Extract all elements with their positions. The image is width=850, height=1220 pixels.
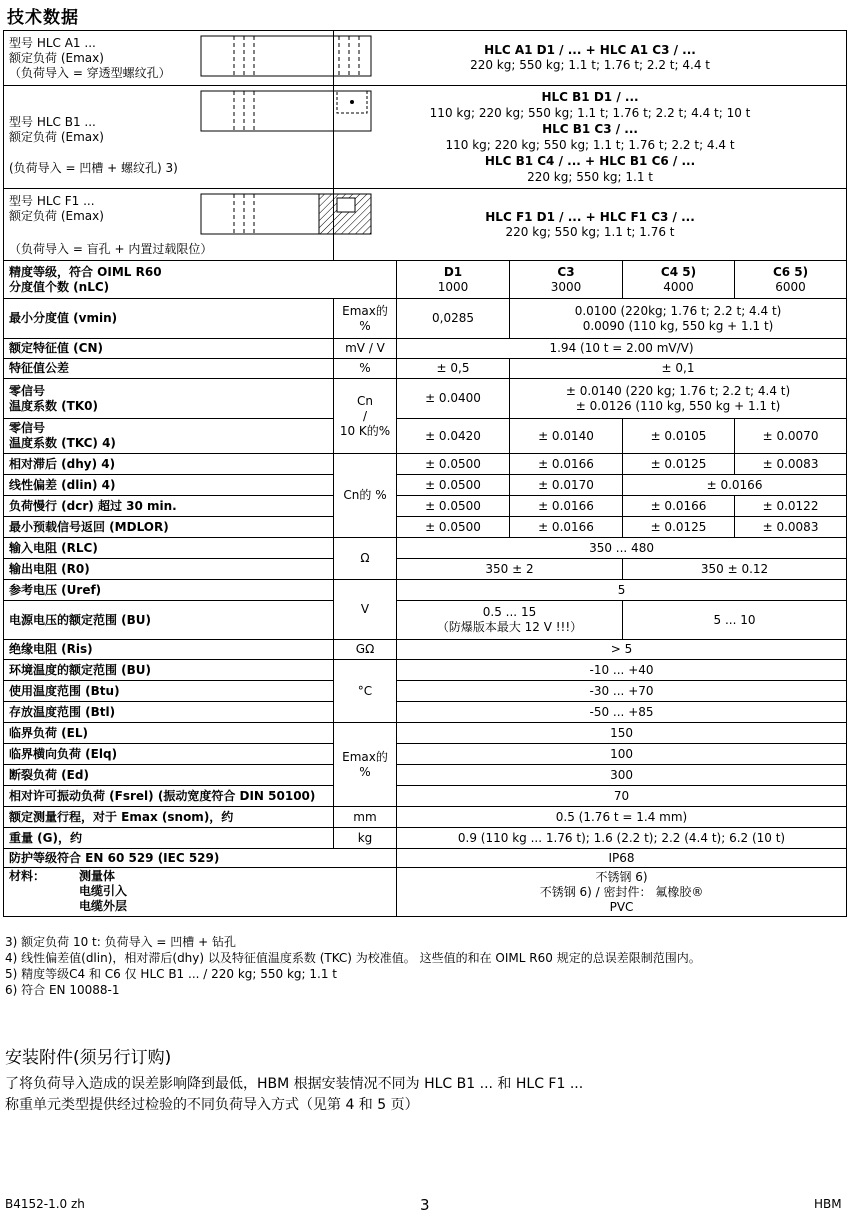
vmin-d1: 0,0285 (397, 299, 510, 339)
tk0-label-2: 温度系数 (TK0) (9, 398, 98, 413)
mdlor-d1: ± 0.0500 (397, 517, 510, 538)
material-row (4, 868, 847, 917)
accuracy-label: 精度等级，符合 OIML R60 (9, 264, 162, 279)
vmin-label: 最小分度值 (vmin) (4, 299, 334, 339)
nlc-c3: 3000 (550, 279, 582, 294)
dcr-label: 负荷慢行 (dcr) 超过 30 min. (4, 496, 334, 517)
r0-label: 输出电阻 (R0) (4, 559, 334, 580)
rlc-value: 350 ... 480 (397, 538, 847, 559)
btu-value: -30 ... +70 (397, 681, 847, 702)
tk-unit-1: Cn (357, 393, 373, 408)
weight-label: 重量 (G)，约 (4, 828, 334, 849)
tk0-label-1: 零信号 (9, 383, 46, 398)
class-c3: C3 (557, 264, 575, 279)
weight-row (4, 828, 847, 849)
nlc-c4: 4000 (663, 279, 694, 294)
ris-label: 绝缘电阻 (Ris) (4, 640, 334, 660)
model-a1-value2: 220 kg; 550 kg; 1.1 t; 1.76 t; 2.2 t; 4.4 t (470, 58, 710, 72)
model-row-f1 (4, 189, 847, 261)
el-row (4, 723, 847, 744)
fsrel-row (4, 786, 847, 807)
el-label: 临界负荷 (EL) (4, 723, 334, 744)
tolerance-row (4, 359, 847, 379)
dlin-label: 线性偏差 (dlin) 4) (4, 475, 334, 496)
load-cell-f1-drawing (199, 192, 374, 238)
snom-row (4, 807, 847, 828)
tol-d1: ± 0,5 (397, 359, 510, 379)
model-a1-line1: 型号 HLC A1 ... (9, 35, 96, 50)
btu-row (4, 681, 847, 702)
mdlor-c4: ± 0.0125 (623, 517, 735, 538)
dhy-c4: ± 0.0125 (623, 454, 735, 475)
dcr-c6: ± 0.0122 (735, 496, 847, 517)
model-b1-line3: (负荷导入 = 凹槽 + 螺纹孔) 3) (9, 160, 178, 175)
footnote-5: 5) 精度等级C4 和 C6 仅 HLC B1 ... / 220 kg; 550 kg; 1.1 t (5, 967, 338, 981)
r0-d1c3: 350 ± 2 (397, 559, 623, 580)
btemp-row (4, 660, 847, 681)
ris-value: > 5 (397, 640, 847, 660)
page-title: 技术数据 (7, 8, 79, 28)
ed-value: 300 (397, 765, 847, 786)
fsrel-label: 相对许可振动负荷 (Fsrel) (振动宽度符合 DIN 50100) (4, 786, 334, 807)
tkc-d1: ± 0.0420 (397, 419, 510, 454)
model-b1-value1: HLC B1 D1 / ... (541, 90, 639, 104)
material-item-body: 测量体 (79, 869, 116, 883)
model-row-a1 (4, 31, 847, 86)
elq-value: 100 (397, 744, 847, 765)
bu-label: 电源电压的额定范围 (BU) (4, 601, 334, 640)
tkc-c4: ± 0.0105 (623, 419, 735, 454)
fsrel-value: 70 (397, 786, 847, 807)
mdlor-c3: ± 0.0166 (510, 517, 623, 538)
mm-unit: mm (334, 807, 397, 828)
dhy-c6: ± 0.0083 (735, 454, 847, 475)
ohm-unit: Ω (334, 538, 397, 580)
model-f1-line1: 型号 HLC F1 ... (9, 194, 95, 208)
bu-row (4, 601, 847, 640)
cn-value: 1.94 (10 t = 2.00 mV/V) (397, 339, 847, 359)
footer-page-number: 3 (420, 1196, 430, 1214)
model-b1-value5: HLC B1 C4 / ... + HLC B1 C6 / ... (484, 154, 696, 168)
el-value: 150 (397, 723, 847, 744)
model-b1-line1: 型号 HLC B1 ... (9, 114, 96, 129)
tol-other: ± 0,1 (510, 359, 847, 379)
snom-label: 额定测量行程，对于 Emax (snom)，约 (4, 807, 334, 828)
dcr-d1: ± 0.0500 (397, 496, 510, 517)
elq-label: 临界横向负荷 (Elq) (4, 744, 334, 765)
model-a1-value1: HLC A1 D1 / ... + HLC A1 C3 / ... (484, 43, 696, 57)
footnotes (5, 934, 701, 998)
tk-unit-2: / (362, 408, 368, 423)
btemp-label: 环境温度的额定范围 (BU) (4, 660, 334, 681)
rlc-label: 输入电阻 (RLC) (4, 538, 334, 559)
emax-unit-1: Emax的 (342, 749, 388, 764)
dlin-c3: ± 0.0170 (510, 475, 623, 496)
btu-label: 使用温度范围 (Btu) (4, 681, 334, 702)
bu-value-3: 5 ... 10 (623, 601, 847, 640)
material-value-cable-sheath: PVC (609, 899, 634, 914)
accuracy-row (4, 261, 847, 299)
elq-row (4, 744, 847, 765)
temp-unit: °C (334, 660, 397, 723)
emax-unit-2: % (359, 764, 371, 779)
model-f1-line2: 额定负荷 (Emax) (9, 209, 104, 223)
tol-unit: % (334, 359, 397, 379)
model-b1-line2: 额定负荷 (Emax) (9, 129, 104, 144)
tol-label: 特征值公差 (4, 359, 334, 379)
model-row-b1 (4, 86, 847, 189)
tkc-row (4, 419, 847, 454)
kg-unit: kg (334, 828, 397, 849)
vmin-unit: Emax的 % (334, 299, 397, 339)
ip-label: 防护等级符合 EN 60 529 (IEC 529) (4, 849, 397, 868)
model-f1-value2: 220 kg; 550 kg; 1.1 t; 1.76 t (505, 224, 675, 239)
material-item-cable-sheath: 电缆外层 (79, 899, 128, 913)
cn-label: 额定特征值 (CN) (4, 339, 334, 359)
spec-table (3, 30, 847, 917)
uref-label: 参考电压 (Uref) (4, 580, 334, 601)
r0-c4c6: 350 ± 0.12 (623, 559, 847, 580)
accessory-text (5, 1074, 583, 1116)
material-item-cable-entry: 电缆引入 (79, 884, 128, 898)
tk0-other-1: ± 0.0140 (220 kg; 1.76 t; 2.2 t; 4.4 t) (565, 383, 791, 398)
tk0-other-2: ± 0.0126 (110 kg, 550 kg + 1.1 t) (575, 398, 781, 413)
dcr-row (4, 496, 847, 517)
btl-value: -50 ... +85 (397, 702, 847, 723)
ed-row (4, 765, 847, 786)
bu-value-2: （防爆版本最大 12 V !!!） (436, 620, 583, 634)
v-unit: V (334, 580, 397, 640)
ed-label: 断裂负荷 (Ed) (4, 765, 334, 786)
cn-pct-unit: Cn的 % (334, 454, 397, 538)
accessory-text-line1: 了将负荷导入造成的误差影响降到最低，HBM 根据安装情况不同为 HLC B1 ... 和 HLC F1 ... (5, 1076, 584, 1092)
ip-row (4, 849, 847, 868)
footnote-6: 6) 符合 EN 10088-1 (5, 983, 120, 997)
footer-brand: HBM (814, 1197, 842, 1211)
model-a1-line2: 额定负荷 (Emax) (9, 50, 104, 65)
btl-label: 存放温度范围 (Btl) (4, 702, 334, 723)
ip-value: IP68 (397, 849, 847, 868)
material-label: 材料： (9, 869, 46, 883)
vmin-row (4, 299, 847, 339)
footnote-3: 3) 额定负荷 10 t: 负荷导入 = 凹槽 + 钻孔 (5, 935, 236, 949)
dlin-c4c6: ± 0.0166 (623, 475, 847, 496)
model-a1-line3: （负荷导入 = 穿透型螺纹孔） (9, 65, 171, 80)
dcr-c3: ± 0.0166 (510, 496, 623, 517)
material-value-body: 不锈钢 6) (595, 869, 648, 884)
tkc-label-2: 温度系数 (TKC) 4) (9, 436, 116, 450)
btl-row (4, 702, 847, 723)
dhy-row (4, 454, 847, 475)
bu-value-1: 0.5 ... 15 (482, 605, 537, 619)
uref-value: 5 (397, 580, 847, 601)
ris-row (4, 640, 847, 660)
uref-row (4, 580, 847, 601)
dcr-c4: ± 0.0166 (623, 496, 735, 517)
rlc-row (4, 538, 847, 559)
class-c4: C4 5) (660, 264, 697, 279)
model-f1-line3: （负荷导入 = 盲孔 + 内置过载限位） (9, 242, 213, 256)
model-f1-value1: HLC F1 D1 / ... + HLC F1 C3 / ... (485, 209, 695, 224)
tkc-c6: ± 0.0070 (735, 419, 847, 454)
dhy-c3: ± 0.0166 (510, 454, 623, 475)
class-d1: D1 (443, 264, 463, 279)
model-b1-value3: HLC B1 C3 / ... (542, 122, 638, 136)
tk0-d1: ± 0.0400 (397, 379, 510, 419)
material-value-cable-entry: 不锈钢 6) / 密封件： 氟橡胶® (539, 884, 704, 899)
mdlor-row (4, 517, 847, 538)
r0-row (4, 559, 847, 580)
tk0-row (4, 379, 847, 419)
dlin-row (4, 475, 847, 496)
weight-value: 0.9 (110 kg ... 1.76 t); 1.6 (2.2 t); 2.2 (4.4 t); 6.2 (10 t) (397, 828, 847, 849)
cn-unit: mV / V (334, 339, 397, 359)
dlin-d1: ± 0.0500 (397, 475, 510, 496)
snom-value: 0.5 (1.76 t = 1.4 mm) (397, 807, 847, 828)
tkc-c3: ± 0.0140 (510, 419, 623, 454)
cn-row (4, 339, 847, 359)
gohm-unit: GΩ (334, 640, 397, 660)
vmin-other-1: 0.0100 (220kg; 1.76 t; 2.2 t; 4.4 t) (574, 303, 782, 318)
load-cell-b1-drawing (199, 89, 374, 135)
btemp-value: -10 ... +40 (397, 660, 847, 681)
tkc-label-1: 零信号 (9, 421, 46, 435)
vmin-other-2: 0.0090 (110 kg, 550 kg + 1.1 t) (582, 318, 774, 333)
nlc-d1: 1000 (437, 279, 469, 294)
model-b1-value2: 110 kg; 220 kg; 550 kg; 1.1 t; 1.76 t; 2.2 t; 4.4 t; 10 t (429, 106, 751, 120)
footer-doc-id: B4152-1.0 zh (5, 1197, 85, 1211)
dhy-d1: ± 0.0500 (397, 454, 510, 475)
mdlor-label: 最小预载信号返回 (MDLOR) (4, 517, 334, 538)
load-cell-a1-drawing (199, 34, 374, 80)
dhy-label: 相对滞后 (dhy) 4) (4, 454, 334, 475)
accessory-heading: 安装附件(须另行订购) (5, 1048, 172, 1068)
accessory-text-line2: 称重单元类型提供经过检验的不同负荷导入方式（见第 4 和 5 页） (5, 1097, 419, 1113)
mdlor-c6: ± 0.0083 (735, 517, 847, 538)
model-b1-value4: 110 kg; 220 kg; 550 kg; 1.1 t; 1.76 t; 2.2 t; 4.4 t (445, 138, 735, 152)
footnote-4: 4) 线性偏差值(dlin)，相对滞后(dhy) 以及特征值温度系数 (TKC) 为校准值。 这些值的和在 OIML R60 规定的总误差限制范围内。 (5, 951, 701, 965)
nlc-label: 分度值个数 (nLC) (9, 279, 110, 294)
tk-unit-3: 10 K的% (339, 423, 391, 438)
nlc-c6: 6000 (775, 279, 806, 294)
model-b1-value6: 220 kg; 550 kg; 1.1 t (527, 170, 653, 184)
class-c6: C6 5) (772, 264, 809, 279)
